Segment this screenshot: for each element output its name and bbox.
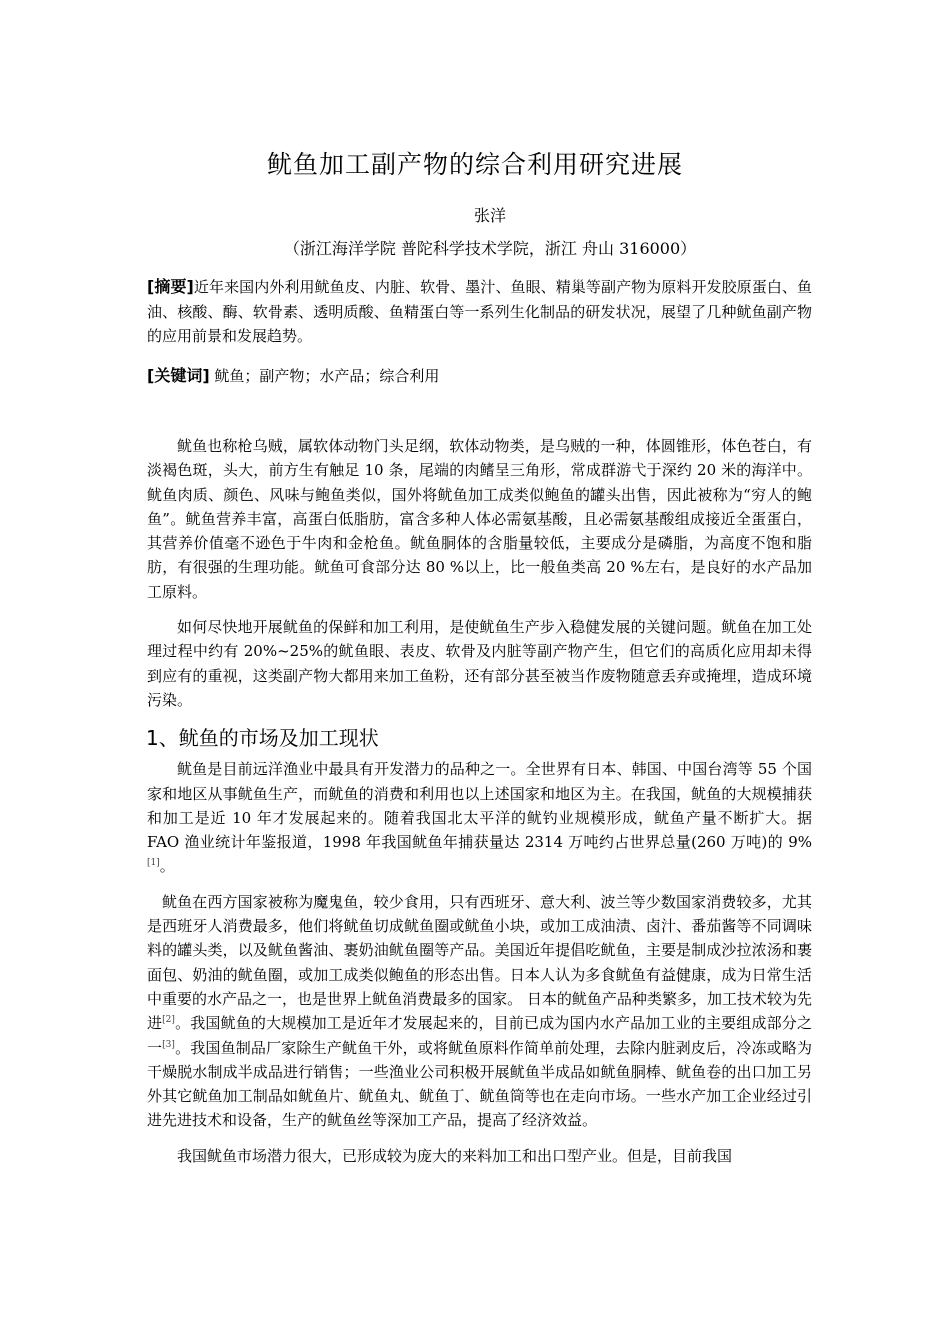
keywords <box>147 364 812 388</box>
citation-2: [2] <box>162 1015 175 1026</box>
body-text <box>147 434 812 1179</box>
abstract-text: 近年来国内外利用鱿鱼皮、内脏、软骨、墨汁、鱼眼、精巢等副产物为原料开发胶原蛋白、鱼油、核酸、酶、软骨素、透明质酸、鱼精蛋白等一系列生化制品的研发状况，展望了几种鱿鱼副产物的应用前景和发展趋势。 <box>147 278 812 345</box>
abstract <box>147 275 812 349</box>
section1-paragraph-1 <box>147 757 812 878</box>
section1-p1-end: 。 <box>159 857 175 876</box>
citation-1: [1] <box>147 858 160 869</box>
keywords-tag: [关键词] <box>147 366 210 385</box>
intro-paragraph-1: 鱿鱼也称枪乌贼，属软体动物门头足纲，软体动物类，是乌贼的一种，体圆锥形，体色苍白，有淡褐色斑，头大，前方生有触足 10 条，尾端的肉鳍呈三角形，常成群游弋于深约 20 米的海洋中。鱿鱼肉质、颜色、风味与鲍鱼类似，国外将鱿鱼加工成类似鲍鱼的罐头出售，因此被称为“穷人的鲍鱼”。鱿鱼营养丰富，高蛋白低脂肪，富含多种人体必需氨基酸，且必需氨基酸组成接近全蛋蛋白，其营养价值毫不逊色于牛肉和金枪鱼。鱿鱼胴体的含脂量较低，主要成分是磷脂，为高度不饱和脂肪，有很强的生理功能。鱿鱼可食部分达 80 %以上，比一般鱼类高 20 %左右，是良好的水产品加工原料。 <box>147 437 812 601</box>
keywords-text: 鱿鱼；副产物；水产品；综合利用 <box>214 367 440 385</box>
citation-3: [3] <box>162 1039 175 1050</box>
author-name: 张洋 <box>473 206 506 225</box>
section1-p2-text-c: 。我国鱼制品厂家除生产鱿鱼干外，或将鱿鱼原料作简单前处理，去除内脏剥皮后，冷冻或略为干燥脱水制成半成品进行销售；一些渔业公司积极开展鱿鱼半成品如鱿鱼胴棒、鱿鱼卷的出口加工另外其它鱿鱼加工制品如鱿鱼片、鱿鱼丸、鱿鱼丁、鱿鱼筒等也在走向市场。一些水产加工企业经过引进先进技术和设备，生产的鱿鱼丝等深加工产品，提高了经济效益。 <box>147 1038 812 1130</box>
paper-title: 鱿鱼加工副产物的综合利用研究进展 <box>266 150 683 179</box>
section1-p2-text-a: 鱿鱼在西方国家被称为魔鬼鱼，较少食用，只有西班牙、意大利、波兰等少数国家消费较多，尤其是西班牙人消费最多，他们将鱿鱼切成鱿鱼圈或鱿鱼小块，或加工成油渍、卤汁、番茄酱等不同调味料的罐头类，以及鱿鱼酱油、裹奶油鱿鱼圈等产品。美国近年提倡吃鱿鱼，主要是制成沙拉浓汤和裹面包、奶油的鱿鱼圈，或加工成类似鲍鱼的形态出售。日本人认为多食鱿鱼有益健康，成为日常生活中重要的水产品之一，也是世界上鱿鱼消费最多的国家。 日本的鱿鱼产品种类繁多，加工技术较为先进 <box>147 892 812 1033</box>
section1-paragraph-2 <box>147 890 812 1133</box>
intro-paragraph-2: 如何尽快地开展鱿鱼的保鲜和加工利用，是使鱿鱼生产步入稳健发展的关键问题。鱿鱼在加工处理过程中约有 20%~25%的鱿鱼眼、表皮、软骨及内脏等副产物产生，但它们的高质化应用却未得到应有的重视，这类副产物大都用来加工鱼粉，还有部分甚至被当作废物随意丢弃或掩埋，造成环境污染。 <box>147 618 812 709</box>
author-affiliation: （浙江海洋学院 普陀科学技术学院，浙江 舟山 316000） <box>283 239 697 258</box>
section1-p2-text-b: 。我国鱿鱼的大规模加工是近年才发展起来的，目前已成为国内水产品加工业的主要组成部分之一 <box>147 1014 812 1057</box>
section-heading-1: 1、鱿鱼的市场及加工现状 <box>146 726 379 751</box>
section1-paragraph-3: 我国鱿鱼市场潜力很大，已形成较为庞大的来料加工和出口型产业。但是，目前我国 <box>177 1146 733 1165</box>
abstract-tag: [摘要] <box>147 277 194 296</box>
section1-p1-text: 鱿鱼是目前远洋渔业中最具有开发潜力的品种之一。全世界有日本、韩国、中国台湾等 55 个国家和地区从事鱿鱼生产，而鱿鱼的消费和利用也以上述国家和地区为主。在我国，鱿鱼的大规模捕获和加工是近 10 年才发展起来的。随着我国北太平洋的鱿钓业规模形成，鱿鱼产量不断扩大。据 FAO 渔业统计年鉴报道，1998 年我国鱿鱼年捕获量达 2314 万吨约占世界总量(260 万吨)的 9% <box>147 760 812 852</box>
